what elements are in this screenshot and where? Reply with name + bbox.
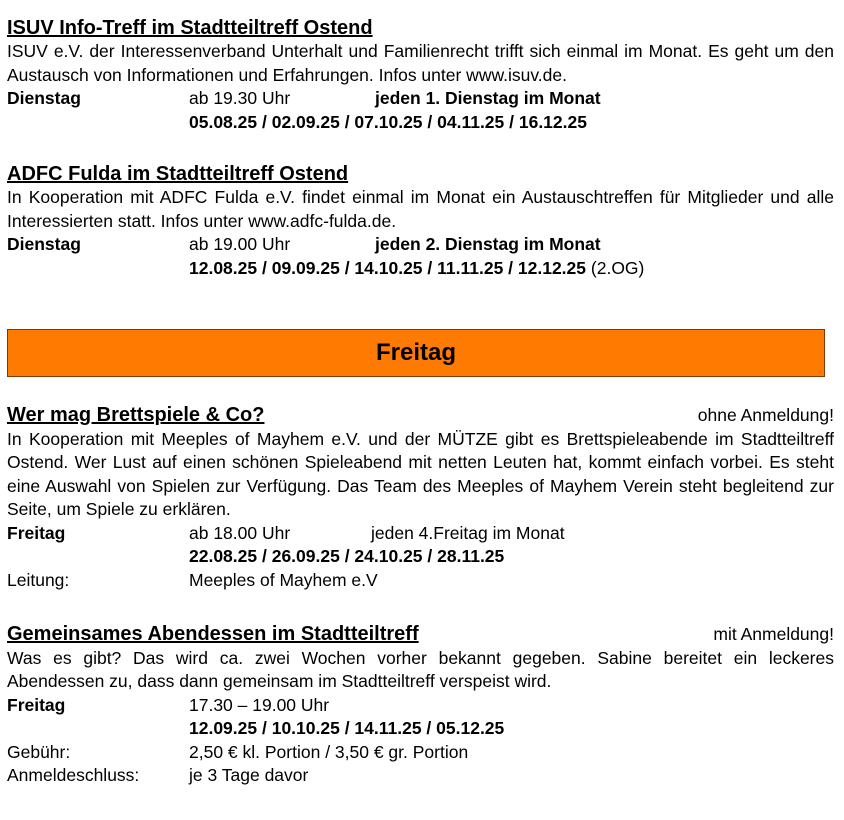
weekday-banner: Freitag: [7, 329, 825, 377]
schedule-row: [7, 694, 834, 718]
section-dinner: [7, 622, 834, 788]
title-row: [7, 622, 834, 647]
time: ab 19.30 Uhr: [189, 88, 291, 108]
deadline-value: je 3 Tage davor: [189, 765, 309, 785]
weekday: Dienstag: [7, 234, 81, 254]
lead-value: Meeples of Mayhem e.V: [189, 569, 378, 590]
fee-row: [7, 741, 834, 765]
deadline-label: Anmeldeschluss:: [7, 765, 140, 785]
registration-note: mit Anmeldung!: [713, 624, 834, 644]
section-description: Was es gibt? Das wird ca. zwei Wochen vorher bekannt gegeben. Sabine bereitet ein leckeres Abendessen zu, dass dann gemeinsam im Stadtteiltreff verspeist wird.: [7, 647, 834, 691]
title-row: [7, 403, 834, 428]
dates: 12.09.25 / 10.10.25 / 14.11.25 / 05.12.25: [189, 718, 505, 738]
dates: 12.08.25 / 09.09.25 / 14.10.25 / 11.11.25 / 12.12.25: [189, 257, 587, 278]
dates-line: [189, 257, 644, 281]
fee-label: Gebühr:: [7, 741, 71, 762]
weekday: Freitag: [7, 694, 66, 715]
frequency: jeden 4.Freitag im Monat: [371, 522, 565, 543]
section-title: Gemeinsames Abendessen im Stadtteiltreff: [7, 623, 419, 645]
schedule-row: [7, 87, 834, 111]
frequency: jeden 2. Dienstag im Monat: [375, 234, 601, 254]
weekday: Dienstag: [7, 88, 81, 108]
dates-row: [7, 545, 834, 569]
section-title: ISUV Info-Treff im Stadtteiltreff Ostend: [7, 17, 373, 39]
weekday: Freitag: [7, 522, 66, 543]
time: ab 18.00 Uhr: [189, 522, 291, 543]
location: (2.OG): [590, 257, 645, 278]
section-title: Wer mag Brettspiele & Co?: [7, 404, 265, 426]
section-description: In Kooperation mit Meeples of Mayhem e.V. und der MÜTZE gibt es Brettspieleabende im Stadtteiltreff Ostend. Wer Lust auf einen schönen Spieleabend mit netten Leuten hat, kommt einfach vorbei. Es steht eine Auswahl von Spielen zur Verfügung. Das Team des Meeples of Mayhem Verein steht begleitend zur Seite, um Spiele zu erklären.: [7, 428, 834, 519]
section-boardgames: [7, 403, 834, 592]
dates-row: [7, 717, 834, 741]
lead-row: [7, 569, 834, 593]
section-adfc: [7, 162, 834, 280]
time: 17.30 – 19.00 Uhr: [189, 694, 330, 715]
deadline-row: [7, 764, 834, 788]
schedule-row: [7, 522, 834, 546]
frequency: jeden 1. Dienstag im Monat: [375, 88, 601, 108]
lead-label: Leitung:: [7, 569, 70, 590]
dates: 05.08.25 / 02.09.25 / 07.10.25 / 04.11.25 / 16.12.25: [189, 111, 587, 132]
section-title: ADFC Fulda im Stadtteiltreff Ostend: [7, 163, 349, 185]
section-description: In Kooperation mit ADFC Fulda e.V. findet einmal im Monat ein Austauschtreffen für Mitglieder und alle Interessierten statt. Infos unter www.adfc-fulda.de.: [7, 187, 834, 231]
section-description: ISUV e.V. der Interessenverband Unterhalt und Familienrecht trifft sich einmal im Monat. Es geht um den Austausch von Informationen und Erfahrungen. Infos unter www.isuv.de.: [7, 41, 834, 85]
dates-row: [7, 257, 834, 281]
section-isuv: [7, 16, 834, 134]
fee-value: 2,50 € kl. Portion / 3,50 € gr. Portion: [189, 741, 469, 762]
dates: 22.08.25 / 26.09.25 / 24.10.25 / 28.11.25: [189, 546, 505, 566]
schedule-row: [7, 233, 834, 257]
dates-row: [7, 111, 834, 135]
registration-note: ohne Anmeldung!: [697, 405, 834, 425]
time: ab 19.00 Uhr: [189, 234, 291, 254]
